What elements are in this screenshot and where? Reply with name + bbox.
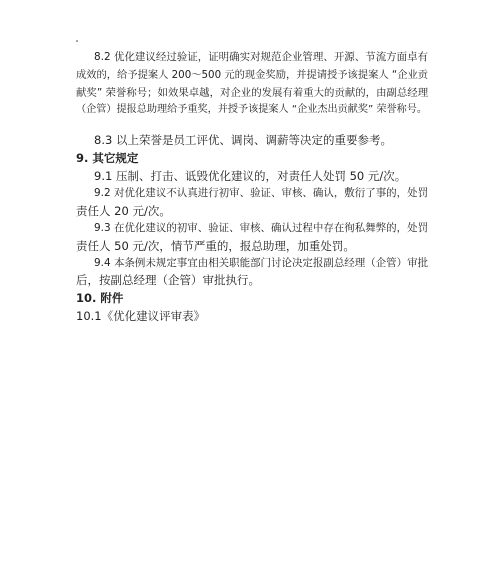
- clause-8-2-line-2: 成效的，给予提案人 200～500 元的现金奖励，并提请授予该提案人 “企业贡: [76, 69, 428, 81]
- item-9-2-line-1: 9.2 对优化建议不认真进行初审、验证、审核、确认，敷衍了事的，处罚: [94, 187, 429, 199]
- section-10-heading: 10. 附件: [76, 291, 124, 305]
- section-9-heading: 9. 其它规定: [76, 151, 139, 165]
- item-9-2-line-2: 责任人 20 元/次。: [76, 204, 171, 218]
- item-10-1: 10.1《优化建议评审表》: [76, 309, 206, 323]
- clause-8-3-line-1: 8.3 以上荣誉是员工评优、调岗、调薪等决定的重要参考。: [94, 133, 392, 147]
- item-9-4-line-2: 后，按副总经理（企管）审批执行。: [76, 273, 260, 287]
- clause-8-2-line-3: 献奖” 荣誉称号；如效果卓越，对企业的发展有着重大的贡献的，由副总经理: [76, 87, 429, 99]
- item-9-3-line-1: 9.3 在优化建议的初审、验证、审核、确认过程中存在徇私舞弊的，处罚: [94, 222, 429, 234]
- page-speck: [76, 40, 78, 42]
- clause-8-2-line-4: （企管）提报总助理给予重奖，并授予该提案人 “企业杰出贡献奖” 荣誉称号。: [76, 104, 428, 115]
- item-9-4-line-1: 9.4 本条例未规定事宜由相关职能部门讨论决定报副总经理（企管）审批: [94, 257, 429, 269]
- clause-8-2-line-1: 8.2 优化建议经过验证，证明确实对规范企业管理、开源、节流方面卓有: [94, 51, 429, 63]
- item-9-1-line-1: 9.1 压制、打击、诋毁优化建议的，对责任人处罚 50 元/次。: [94, 169, 407, 183]
- item-9-3-line-2: 责任人 50 元/次，情节严重的，报总助理，加重处罚。: [76, 239, 355, 253]
